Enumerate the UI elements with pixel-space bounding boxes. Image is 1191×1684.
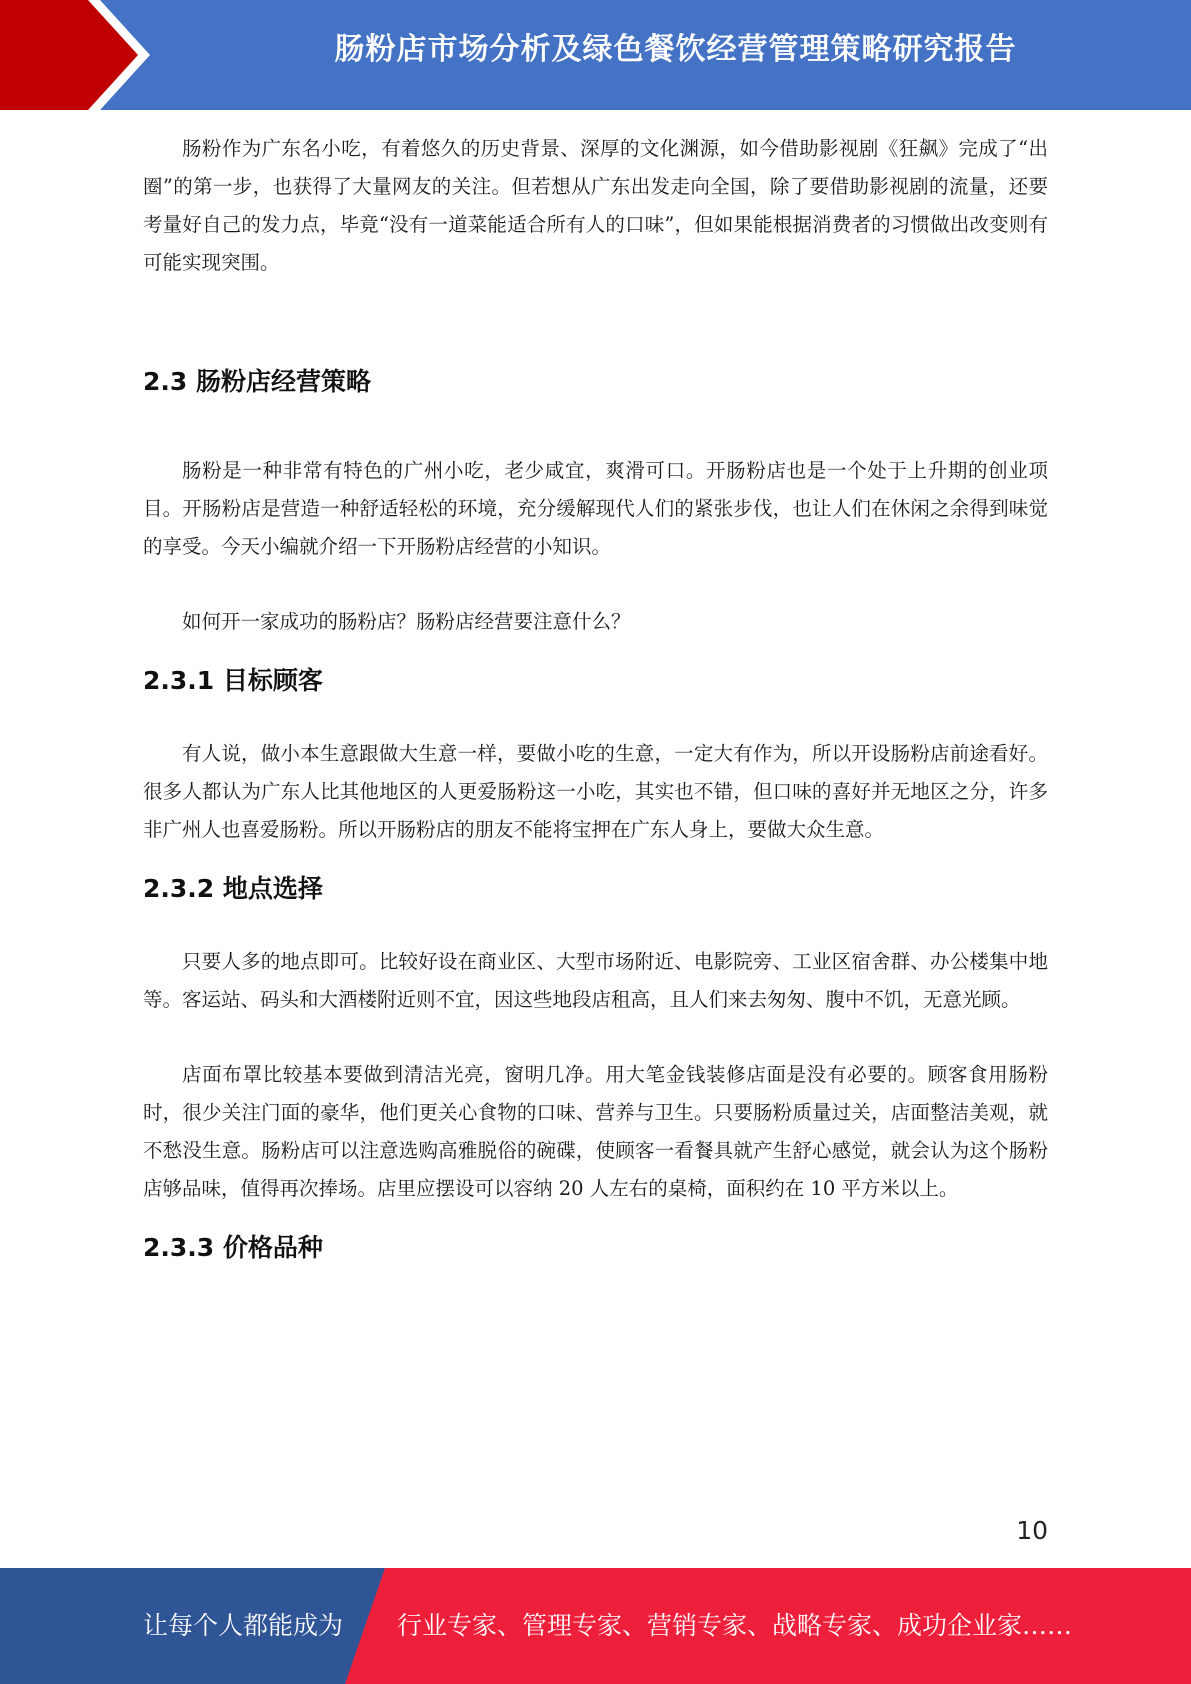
section-heading-2-3: 2.3 肠粉店经营策略 bbox=[143, 367, 371, 396]
section-2-3-1-paragraph: 有人说，做小本生意跟做大生意一样，要做小吃的生意，一定大有作为，所以开设肠粉店前途看好。很多人都认为广东人比其他地区的人更爱肠粉这一小吃，其实也不错，但口味的喜好并无地区之分，许多非广州人也喜爱肠粉。所以开肠粉店的朋友不能将宝押在广东人身上，要做大众生意。 bbox=[143, 742, 1048, 841]
header-chevron-decoration bbox=[0, 0, 160, 110]
page-footer bbox=[0, 1568, 1191, 1684]
section-2-3-2-paragraph-2: 店面布罩比较基本要做到清洁光亮，窗明几净。用大笔金钱装修店面是没有必要的。顾客食用肠粉时，很少关注门面的豪华，他们更关心食物的口味、营养与卫生。只要肠粉质量过关，店面整洁美观，就不愁没生意。肠粉店可以注意选购高雅脱俗的碗碟，使顾客一看餐具就产生舒心感觉，就会认为这个肠粉店够品味，值得再次捧场。店里应摆设可以容纳 20 人左右的桌椅，面积约在 10 平方米以上。 bbox=[143, 1063, 1048, 1200]
section-2-3-paragraph-2: 如何开一家成功的肠粉店？肠粉店经营要注意什么？ bbox=[182, 610, 631, 633]
page-header bbox=[0, 0, 1191, 110]
footer-slogan-left: 让每个人都能成为 bbox=[143, 1611, 344, 1640]
section-2-3-paragraph-1: 肠粉是一种非常有特色的广州小吃，老少咸宜，爽滑可口。开肠粉店也是一个处于上升期的创业项目。开肠粉店是营造一种舒适轻松的环境，充分缓解现代人们的紧张步伐，也让人们在休闲之余得到味觉的享受。今天小编就介绍一下开肠粉店经营的小知识。 bbox=[143, 459, 1048, 558]
section-heading-2-3-1: 2.3.1 目标顾客 bbox=[143, 666, 323, 695]
footer-slogan-right: 行业专家、管理专家、营销专家、战略专家、成功企业家…… bbox=[397, 1611, 1073, 1640]
section-heading-2-3-2: 2.3.2 地点选择 bbox=[143, 874, 323, 903]
section-2-3-2-paragraph-1: 只要人多的地点即可。比较好设在商业区、大型市场附近、电影院旁、工业区宿舍群、办公楼集中地等。客运站、码头和大酒楼附近则不宜，因这些地段店租高，且人们来去匆匆、腹中不饥，无意光顾。 bbox=[143, 950, 1048, 1011]
document-body bbox=[143, 130, 1048, 1266]
report-title: 肠粉店市场分析及绿色餐饮经营管理策略研究报告 bbox=[334, 32, 1017, 67]
page-number: 10 bbox=[1016, 1516, 1048, 1545]
section-heading-2-3-3: 2.3.3 价格品种 bbox=[143, 1233, 323, 1262]
intro-paragraph: 肠粉作为广东名小吃，有着悠久的历史背景、深厚的文化渊源，如今借助影视剧《狂飙》完成了“出圈”的第一步，也获得了大量网友的关注。但若想从广东出发走向全国，除了要借助影视剧的流量，还要考量好自己的发力点，毕竟“没有一道菜能适合所有人的口味”，但如果能根据消费者的习惯做出改变则有可能实现突围。 bbox=[143, 137, 1048, 274]
